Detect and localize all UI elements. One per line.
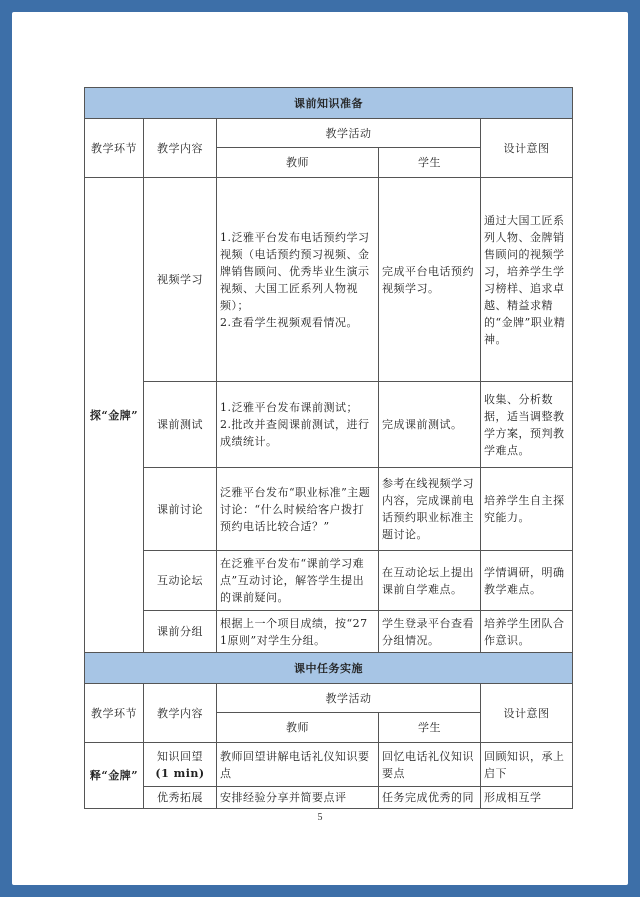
- header-teacher: 教师: [217, 713, 379, 743]
- row-teacher: 安排经验分享并简要点评: [217, 787, 379, 809]
- header-stage: 教学环节: [85, 119, 144, 178]
- row-content-time: (1 min): [155, 766, 205, 780]
- row-design: 收集、分析数据，适当调整教学方案，预判教学难点。: [481, 382, 573, 468]
- row-content: 互动论坛: [144, 551, 217, 611]
- row-student: 参考在线视频学习内容，完成课前电话预约职业标准主题讨论。: [379, 468, 481, 551]
- row-student: 任务完成优秀的同: [379, 787, 481, 809]
- row-teacher: 1.泛雅平台发布电话预约学习视频（电话预约预习视频、金牌销售顾问、优秀毕业生演示视频、大国工匠系列人物视频）； 2.查看学生视频观看情况。: [217, 178, 379, 382]
- pre-class-table: [84, 87, 573, 809]
- header-content: 教学内容: [144, 684, 217, 743]
- row-design: 通过大国工匠系列人物、金牌销售顾问的视频学习，培养学生学习榜样、追求卓越、精益求精的“金牌”职业精神。: [481, 178, 573, 382]
- page-number: 5: [317, 812, 323, 823]
- row-content: 视频学习: [144, 178, 217, 382]
- row-teacher: 泛雅平台发布“职业标准”主题讨论：“什么时候给客户拨打预约电话比较合适？”: [217, 468, 379, 551]
- row-design: 学情调研，明确教学难点。: [481, 551, 573, 611]
- row-teacher: 根据上一个项目成绩，按“271原则”对学生分组。: [217, 611, 379, 653]
- row-content: 课前分组: [144, 611, 217, 653]
- row-student: 在互动论坛上提出课前自学难点。: [379, 551, 481, 611]
- row-teacher: 1.泛雅平台发布课前测试； 2.批改并查阅课前测试，进行成绩统计。: [217, 382, 379, 468]
- document-page: [12, 12, 628, 885]
- row-teacher: 在泛雅平台发布“课前学习难点”互动讨论，解答学生提出的课前疑问。: [217, 551, 379, 611]
- row-design: 培养学生自主探究能力。: [481, 468, 573, 551]
- row-content-label: 知识回望: [157, 749, 203, 763]
- row-content: 优秀拓展: [144, 787, 217, 809]
- row-student: 完成课前测试。: [379, 382, 481, 468]
- row-student: 完成平台电话预约视频学习。: [379, 178, 481, 382]
- row-content: 课前讨论: [144, 468, 217, 551]
- row-teacher: 教师回望讲解电话礼仪知识要点: [217, 743, 379, 787]
- row-content: [144, 743, 217, 787]
- row-design: 回顾知识，承上启下: [481, 743, 573, 787]
- header-activity: 教学活动: [217, 684, 481, 713]
- header-content: 教学内容: [144, 119, 217, 178]
- row-design: 形成相互学: [481, 787, 573, 809]
- stage-label: 释“金牌”: [85, 743, 144, 809]
- section-title: 课前知识准备: [85, 88, 573, 119]
- section-title: 课中任务实施: [85, 653, 573, 684]
- header-design: 设计意图: [481, 119, 573, 178]
- header-student: 学生: [379, 713, 481, 743]
- header-teacher: 教师: [217, 148, 379, 178]
- header-activity: 教学活动: [217, 119, 481, 148]
- row-student: 学生登录平台查看分组情况。: [379, 611, 481, 653]
- row-content: 课前测试: [144, 382, 217, 468]
- row-design: 培养学生团队合作意识。: [481, 611, 573, 653]
- header-design: 设计意图: [481, 684, 573, 743]
- stage-label: 探“金牌”: [85, 178, 144, 653]
- row-student: 回忆电话礼仪知识要点: [379, 743, 481, 787]
- header-stage: 教学环节: [85, 684, 144, 743]
- header-student: 学生: [379, 148, 481, 178]
